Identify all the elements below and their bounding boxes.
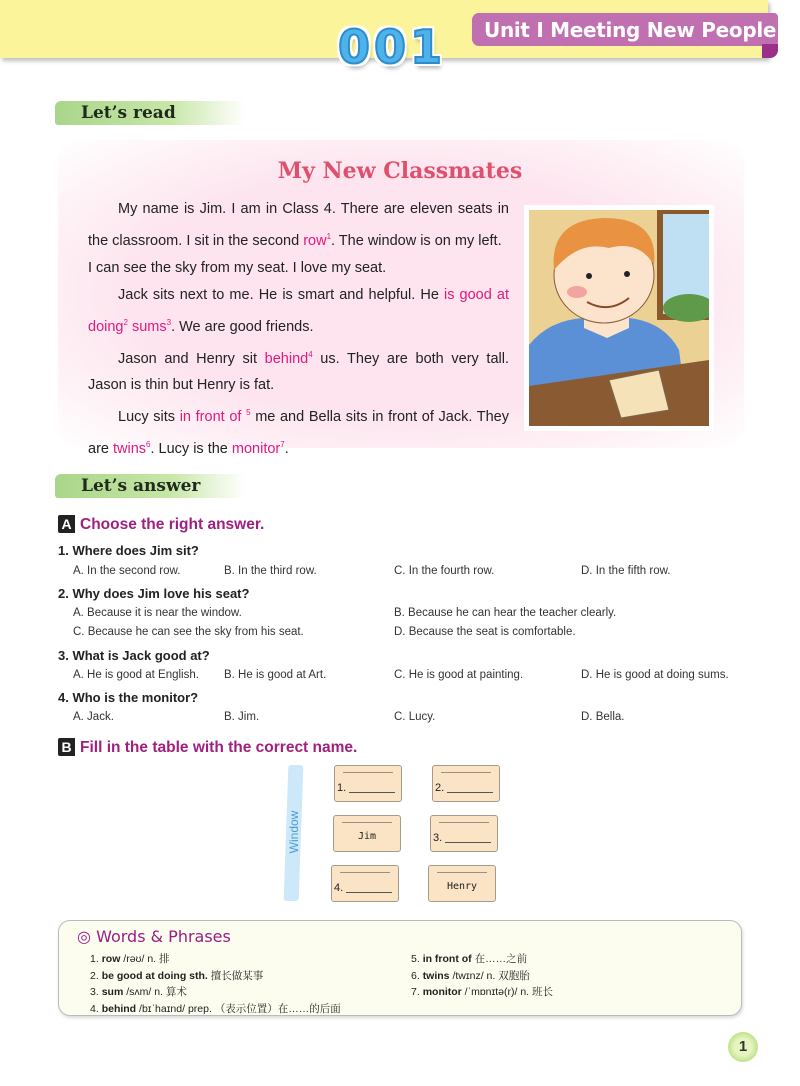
desk-2[interactable] [432, 765, 500, 802]
story-text-segment: me and Bella sits in front of Jack. They are [88, 409, 510, 458]
word-number: 1. [90, 953, 102, 965]
word-entry [411, 968, 530, 983]
story-text-segment: My name is Jim. I am in Class 4. There are eleven seats in the classroom. I sit in the second [88, 201, 509, 249]
word-definition: /twɪnz/ n. 双胞胎 [449, 969, 530, 982]
words-title [77, 927, 231, 946]
word-definition: 擅长做某事 [207, 969, 264, 982]
desk-name: Henry [446, 881, 478, 892]
footnote-number: 6 [146, 440, 151, 450]
words-phrases-box [58, 920, 742, 1016]
word-term: be good at doing sth. [101, 969, 208, 982]
word-number: 6. [411, 969, 423, 982]
word-number: 5. [411, 953, 423, 965]
q3-option-a[interactable]: A. He is good at English. [73, 669, 199, 681]
vocab-highlight: in front of [179, 409, 247, 426]
word-entry [90, 951, 170, 966]
q1-option-b[interactable]: B. In the third row. [224, 565, 317, 577]
vocab-highlight: monitor [231, 441, 281, 458]
story-text-segment: Jack sits next to me. He is smart and helpful. He [118, 286, 444, 303]
story-text [88, 196, 509, 463]
vocab-highlight: sums [131, 318, 167, 335]
q2-option-d[interactable]: D. Because the seat is comfortable. [394, 626, 576, 638]
footnote-number: 1 [326, 232, 332, 241]
word-definition: /sʌm/ n. 算术 [123, 986, 187, 998]
word-number: 4. [90, 1002, 102, 1015]
section-lets-read: Let’s read [55, 101, 245, 125]
q2-option-b[interactable]: B. Because he can hear the teacher clearly. [394, 607, 617, 619]
story-text-segment: . The window is on my left. [331, 232, 502, 249]
part-a-badge: A [58, 515, 75, 533]
story-text-segment: I can see the sky from my seat. I love my seat. [88, 259, 387, 276]
unit-title: Unit I Meeting New People [472, 13, 778, 46]
ribbon-fold [762, 44, 778, 58]
part-b-badge: B [58, 738, 75, 756]
word-definition: /ˈmɒnɪtə(r)/ n. 班长 [461, 986, 554, 998]
story-text-segment: . [284, 441, 289, 458]
part-a-heading [58, 515, 264, 534]
q4-option-c[interactable]: C. Lucy. [394, 711, 436, 723]
answer-blank[interactable] [445, 842, 491, 843]
footnote-number: 4 [308, 349, 313, 359]
story-text-segment: . We are good friends. [171, 318, 314, 335]
story-paragraph [88, 196, 509, 255]
word-entry [411, 984, 553, 999]
part-a-title: Choose the right answer. [80, 516, 265, 533]
boy-at-desk-image [529, 210, 709, 426]
word-entry [411, 951, 527, 966]
desk-label: 2. [435, 782, 445, 794]
vocab-highlight: behind [264, 350, 309, 367]
question-1: 1. Where does Jim sit? [58, 543, 199, 558]
word-term: behind [101, 1002, 137, 1015]
word-number: 3. [90, 986, 102, 998]
story-paragraph [88, 255, 509, 282]
answer-blank[interactable] [349, 792, 395, 793]
word-definition: /rəʊ/ n. 排 [120, 953, 170, 965]
word-term: in front of [422, 953, 472, 965]
question-3: 3. What is Jack good at? [58, 648, 210, 663]
story-text-segment: Jason and Henry sit [118, 350, 265, 367]
answer-blank[interactable] [447, 792, 493, 793]
q3-option-b[interactable]: B. He is good at Art. [224, 669, 327, 681]
word-term: row [101, 953, 121, 965]
vocab-highlight: twins [113, 441, 147, 458]
word-definition: 在……之前 [471, 953, 528, 965]
word-term: twins [422, 969, 450, 982]
q4-option-a[interactable]: A. Jack. [73, 711, 114, 723]
story-paragraph [88, 399, 509, 463]
story-paragraph [88, 282, 509, 341]
word-definition: /bɪˈhaɪnd/ prep. （表示位置）在……的后面 [136, 1002, 341, 1015]
page-number: 1 [728, 1032, 758, 1062]
footnote-number: 2 [123, 317, 128, 327]
q1-option-c[interactable]: C. In the fourth row. [394, 565, 495, 577]
desk-3[interactable] [430, 815, 498, 852]
word-entry [90, 968, 263, 983]
q1-option-a[interactable]: A. In the second row. [73, 565, 181, 577]
vocab-highlight: row [303, 232, 327, 249]
part-b-heading [58, 738, 357, 757]
q1-option-d[interactable]: D. In the fifth row. [581, 565, 671, 577]
q4-option-b[interactable]: B. Jim. [224, 711, 260, 723]
desk-label: 4. [334, 882, 344, 894]
word-term: monitor [422, 986, 462, 998]
footnote-number: 5 [246, 408, 251, 418]
q2-option-c[interactable]: C. Because he can see the sky from his seat. [73, 626, 304, 638]
q3-option-c[interactable]: C. He is good at painting. [394, 669, 524, 681]
footnote-number: 3 [166, 317, 172, 327]
q2-option-a[interactable]: A. Because it is near the window. [73, 607, 242, 619]
desk-4[interactable] [331, 865, 399, 902]
word-number: 7. [411, 986, 423, 998]
word-entry [90, 1001, 341, 1016]
desk-1[interactable] [334, 765, 402, 802]
answer-blank[interactable] [346, 892, 392, 893]
footnote-number: 7 [280, 440, 285, 450]
vocab-highlight: is good at doing [88, 286, 509, 335]
story-text-segment: . Lucy is the [150, 441, 232, 458]
unit-number: 001 [338, 20, 447, 74]
question-4: 4. Who is the monitor? [58, 690, 199, 705]
q4-option-d[interactable]: D. Bella. [581, 711, 625, 723]
story-paragraph [88, 341, 509, 400]
story-text-segment: Lucy sits [118, 409, 180, 426]
question-2: 2. Why does Jim love his seat? [58, 586, 250, 601]
desk-henry [428, 865, 496, 902]
words-title-text: Words & Phrases [96, 927, 231, 946]
q3-option-d[interactable]: D. He is good at doing sums. [581, 669, 729, 681]
boy-illustration [524, 205, 714, 431]
double-circle-icon: ◎ [77, 927, 91, 946]
desk-name: Jim [357, 831, 377, 842]
story-title: My New Classmates [277, 158, 523, 184]
word-entry [90, 984, 187, 999]
word-number: 2. [90, 969, 102, 982]
desk-jim [333, 815, 401, 852]
story-text-segment: us. They are both very tall. Jason is thin but Henry is fat. [88, 350, 509, 394]
part-b-title: Fill in the table with the correct name. [80, 739, 358, 756]
desk-label: 1. [337, 782, 347, 794]
word-term: sum [101, 986, 124, 998]
window-label: Window [287, 810, 301, 854]
section-lets-answer: Let’s answer [55, 474, 245, 498]
desk-label: 3. [433, 832, 443, 844]
